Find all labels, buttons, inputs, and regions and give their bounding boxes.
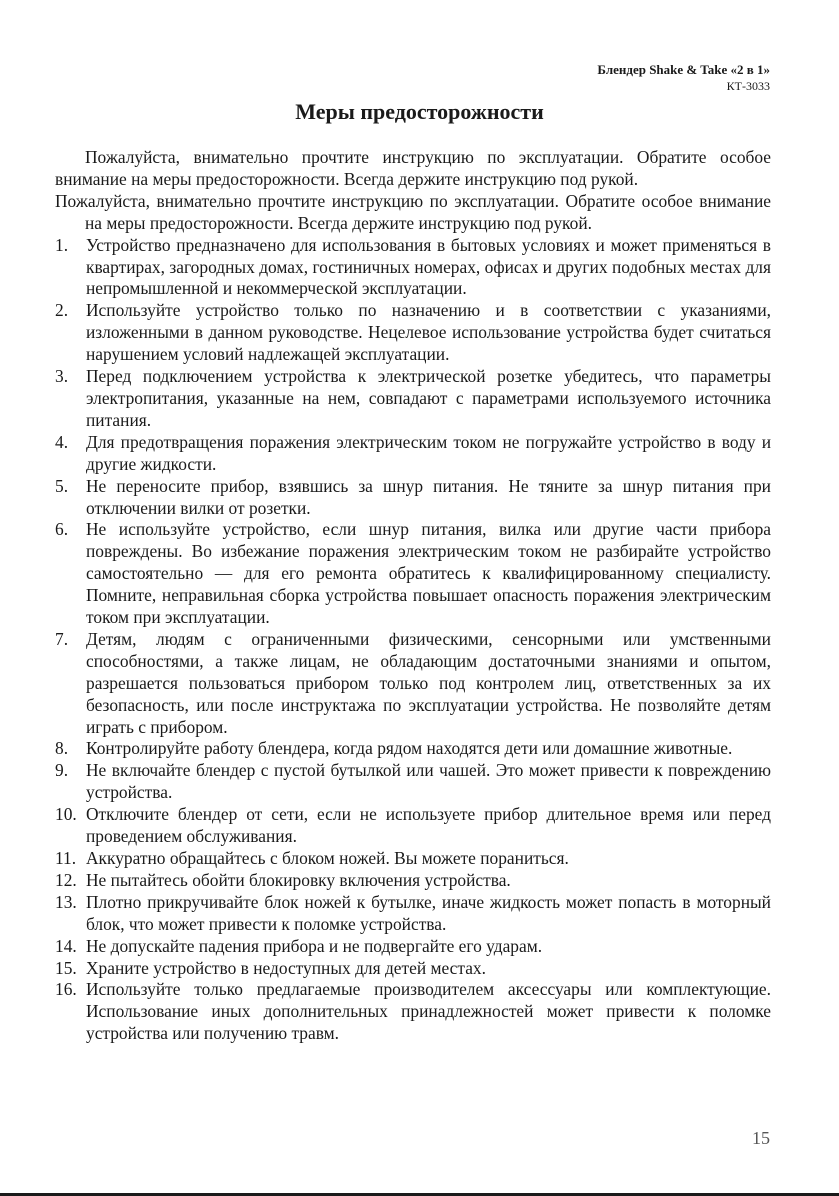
item-text: Не используйте устройство, если шнур питания, вилка или другие части прибора повреждены. Во избежание поражения электрическим током не разбирайте устройство самостоятельно — для его ремонта обратитесь к квалифицированному специалисту. Помните, неправильная сборка устройства повышает опасность поражения электрическим током при эксплуатации. — [86, 519, 771, 628]
item-number: 10. — [55, 804, 77, 825]
document-body — [55, 147, 771, 1045]
item-text: Не включайте блендер с пустой бутылкой или чашей. Это может привести к повреждению устройства. — [86, 760, 771, 803]
item-number: 8. — [55, 738, 69, 759]
list-item — [55, 629, 771, 739]
list-item — [55, 760, 771, 804]
item-number: 4. — [55, 431, 69, 452]
list-item — [55, 519, 771, 629]
item-text: Для предотвращения поражения электрическим током не погружайте устройство в воду и другие жидкости. — [86, 431, 771, 474]
item-text: Используйте только предлагаемые производителем аксессуары или комплектующие. Использование иных дополнительных принадлежностей может привести к поломке устройства или получению травм. — [86, 979, 771, 1044]
item-number: 5. — [55, 475, 69, 496]
item-number: 9. — [55, 760, 69, 781]
list-item — [55, 300, 771, 366]
list-item — [55, 870, 771, 892]
item-text: Используйте устройство только по назначению и в соответствии с указаниями, изложенными в данном руководстве. Нецелевое использование устройства будет считаться нарушением условий надлежащей эксплуатации. — [86, 300, 771, 365]
item-number: 15. — [55, 957, 77, 978]
intro-paragraph-repeat: Пожалуйста, внимательно прочтите инструкцию по эксплуатации. Обратите особое внимание на меры предосторожности. Всегда держите инструкцию под рукой. — [55, 190, 771, 233]
list-item — [55, 738, 771, 760]
item-number: 7. — [55, 628, 69, 649]
item-text: Плотно прикручивайте блок ножей к бутылке, иначе жидкость может попасть в моторный блок, что может привести к поломке устройства. — [86, 891, 771, 934]
item-number: 12. — [55, 869, 77, 890]
page-number: 15 — [752, 1128, 770, 1148]
list-item — [55, 235, 771, 301]
precautions-list — [55, 235, 771, 1046]
item-number: 3. — [55, 366, 69, 387]
list-item — [55, 892, 771, 936]
item-text: Детям, людям с ограниченными физическими, сенсорными или умственными способностями, а также лицам, не обладающим достаточными знаниями и опытом, разрешается пользоваться прибором только под контролем лиц, ответственных за их безопасность, или после инструктажа по эксплуатации устройства. Не позволяйте детям играть с прибором. — [86, 628, 771, 737]
list-item — [55, 476, 771, 520]
model-number: КТ-3033 — [726, 79, 770, 93]
item-number: 1. — [55, 234, 69, 255]
list-item — [55, 936, 771, 958]
running-header — [597, 61, 770, 95]
list-item — [55, 958, 771, 980]
item-number: 11. — [55, 848, 77, 868]
item-text: Не переносите прибор, взявшись за шнур питания. Не тяните за шнур питания при отключении вилки от розетки. — [86, 475, 771, 518]
item-text: Не пытайтесь обойти блокировку включения устройства. — [86, 869, 511, 890]
list-item — [55, 366, 771, 432]
list-item — [55, 979, 771, 1045]
item-text: Аккуратно обращайтесь с блоком ножей. Вы можете пораниться. — [86, 848, 569, 868]
list-item — [55, 432, 771, 476]
item-number: 16. — [55, 979, 77, 1000]
item-text: Перед подключением устройства к электрической розетке убедитесь, что параметры электропитания, указанные на нем, совпадают с параметрами используемого источника питания. — [86, 366, 771, 430]
item-number: 6. — [55, 519, 69, 540]
product-name: Блендер Shake & Take «2 в 1» — [597, 62, 770, 77]
item-text: Контролируйте работу блендера, когда рядом находятся дети или домашние животные. — [86, 738, 733, 759]
item-text: Не допускайте падения прибора и не подвергайте его ударам. — [86, 935, 543, 956]
intro-paragraph: Пожалуйста, внимательно прочтите инструкцию по эксплуатации. Обратите особое внимание на меры предосторожности. Всегда держите инструкцию под рукой. — [55, 147, 771, 189]
item-text: Храните устройство в недоступных для детей местах. — [86, 957, 486, 978]
item-text: Отключите блендер от сети, если не используете прибор длительное время или перед проведением обслуживания. — [86, 804, 771, 847]
item-text: Устройство предназначено для использования в бытовых условиях и может применяться в квартирах, загородных домах, гостиничных номерах, офисах и других подобных местах для непромышленной и некоммерческой эксплуатации. — [86, 234, 771, 299]
list-item — [55, 848, 771, 870]
item-number: 2. — [55, 300, 69, 321]
item-number: 14. — [55, 935, 77, 956]
item-number: 13. — [55, 891, 77, 912]
page-title: Меры предосторожности — [295, 99, 544, 124]
list-item — [55, 804, 771, 848]
